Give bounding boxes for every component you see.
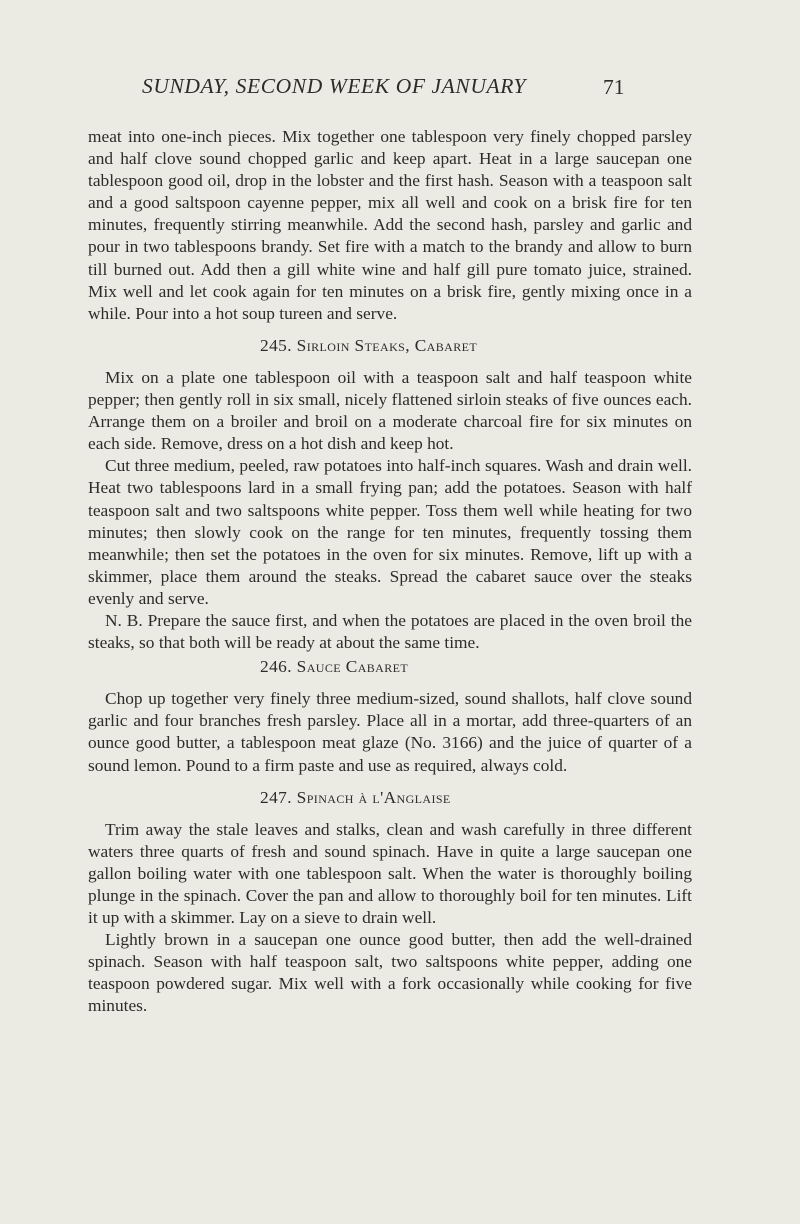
recipe-245-note: N. B. Prepare the sauce first, and when the potatoes are placed in the oven broil the steaks, so that both will be ready at about the same time. — [88, 610, 692, 653]
recipe-heading-245: 245. Sirloin Steaks, Cabaret — [260, 335, 478, 355]
intro-paragraph: meat into one-inch pieces. Mix together one tablespoon very finely chopped parsley and half clove sound chopped garlic and keep apart. Heat in a large saucepan one tablespoon good oil, drop in the lobster and the first hash. Season with a teaspoon salt and a good saltspoon cayenne pepper, mix all well and cook on a brisk fire for ten minutes, frequently stirring meanwhile. Add the second hash, parsley and garlic and pour in two tablespoons brandy. Set fire with a match to the brandy and allow to burn till burned out. Add then a gill white wine and half gill pure tomato juice, strained. Mix well and let cook again for ten minutes on a brisk fire, gently mixing once in a while. Pour into a hot soup tureen and serve. — [88, 127, 692, 323]
page-number: 71 — [603, 75, 625, 99]
recipe-247-paragraph-2: Lightly brown in a saucepan one ounce good butter, then add the well-drained spinach. Season with half teaspoon salt, two saltspoons white pepper, adding one teaspoon powdered sugar. Mix well with a fork occasionally while cooking for five minutes. — [88, 930, 692, 1016]
running-title: SUNDAY, SECOND WEEK OF JANUARY — [142, 74, 527, 98]
recipe-246-paragraph-1: Chop up together very finely three medium-sized, sound shallots, half clove sound garlic and four branches fresh parsley. Place all in a mortar, add three-quarters of an ounce good butter, a tablespoon meat glaze (No. 3166) and the juice of quarter of a sound lemon. Pound to a firm paste and use as required, always cold. — [88, 689, 692, 775]
recipe-heading-246: 246. Sauce Cabaret — [260, 657, 409, 677]
page-body — [88, 126, 692, 1018]
recipe-245-paragraph-1: Mix on a plate one tablespoon oil with a teaspoon salt and half teaspoon white pepper; then gently roll in six small, nicely flattened sirloin steaks of five ounces each. Arrange them on a broiler and broil on a moderate charcoal fire for six minutes on each side. Remove, dress on a hot dish and keep hot. — [88, 367, 692, 454]
recipe-245-paragraph-2: Cut three medium, peeled, raw potatoes into half-inch squares. Wash and drain well. Heat two tablespoons lard in a small frying pan; add the potatoes. Season with half teaspoon salt and two saltspoons white pepper. Toss them well while heating for two minutes; then slowly cook on the range for ten minutes, frequently tossing them meanwhile; then set the potatoes in the oven for six minutes. Remove, lift up with a skimmer, place them around the steaks. Spread the cabaret sauce over the steaks evenly and serve. — [88, 456, 692, 608]
recipe-heading-247: 247. Spinach à l'Anglaise — [260, 787, 451, 807]
recipe-247-paragraph-1: Trim away the stale leaves and stalks, clean and wash carefully in three different waters three quarts of fresh and sound spinach. Have in quite a large saucepan one gallon boiling water with one tablespoon salt. When the water is thoroughly boiling plunge in the spinach. Cover the pan and allow to thoroughly boil for ten minutes. Lift it up with a skimmer. Lay on a sieve to drain well. — [88, 819, 692, 928]
